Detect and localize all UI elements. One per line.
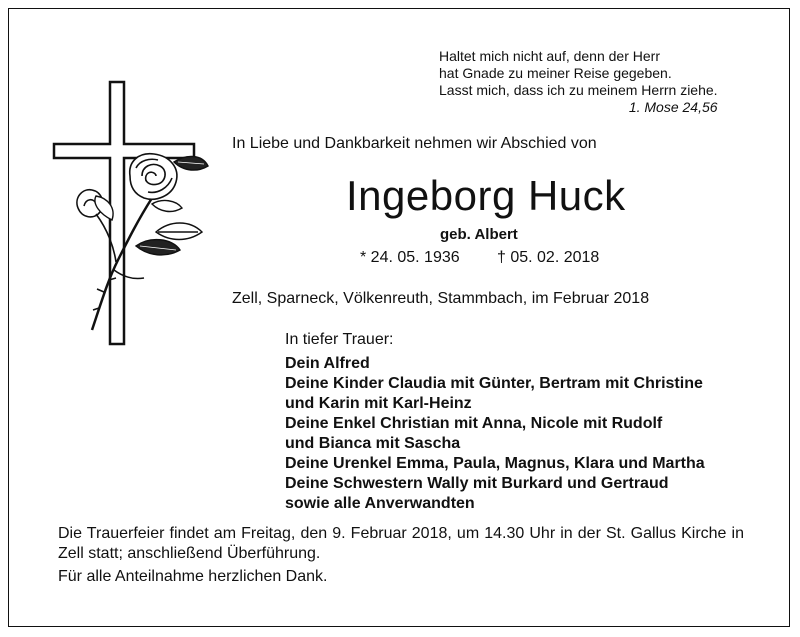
mourner-line: sowie alle Anverwandten — [285, 495, 475, 512]
thanks-text: Für alle Anteilnahme herzlichen Dank. — [58, 568, 328, 585]
mourner-line: und Karin mit Karl-Heinz — [285, 395, 472, 412]
death-date: † 05. 02. 2018 — [497, 249, 600, 266]
quote-line: Haltet mich nicht auf, denn der Herr — [439, 48, 660, 64]
mourner-line: Deine Schwestern Wally mit Burkard und Gertraud — [285, 475, 669, 492]
mourner-line: Deine Enkel Christian mit Anna, Nicole mit Rudolf — [285, 415, 663, 432]
bible-quote — [439, 48, 718, 116]
intro-text: In Liebe und Dankbarkeit nehmen wir Abschied von — [232, 135, 597, 152]
maiden-name: geb. Albert — [440, 226, 518, 243]
cross-with-rose-icon — [52, 80, 228, 348]
mourner-line: Dein Alfred — [285, 355, 370, 372]
quote-line: Lasst mich, dass ich zu meinem Herrn ziehe. — [439, 82, 718, 98]
mourner-line: Deine Urenkel Emma, Paula, Magnus, Klara und Martha — [285, 455, 705, 472]
birth-date: * 24. 05. 1936 — [360, 249, 460, 266]
mourner-line: Deine Kinder Claudia mit Günter, Bertram mit Christine — [285, 375, 703, 392]
quote-reference: 1. Mose 24,56 — [628, 99, 718, 115]
quote-line: hat Gnade zu meiner Reise gegeben. — [439, 65, 672, 81]
places-date: Zell, Sparneck, Völkenreuth, Stammbach, im Februar 2018 — [232, 290, 650, 307]
mourner-line: und Bianca mit Sascha — [285, 435, 461, 452]
deceased-name: Ingeborg Huck — [346, 172, 626, 219]
mourning-title: In tiefer Trauer: — [285, 331, 394, 348]
funeral-notice: Die Trauerfeier findet am Freitag, den 9. Februar 2018, um 14.30 Uhr in der St. Gallus Kirche in Zell statt; anschließend Überführung. — [58, 525, 744, 562]
mourners-list — [285, 354, 705, 514]
